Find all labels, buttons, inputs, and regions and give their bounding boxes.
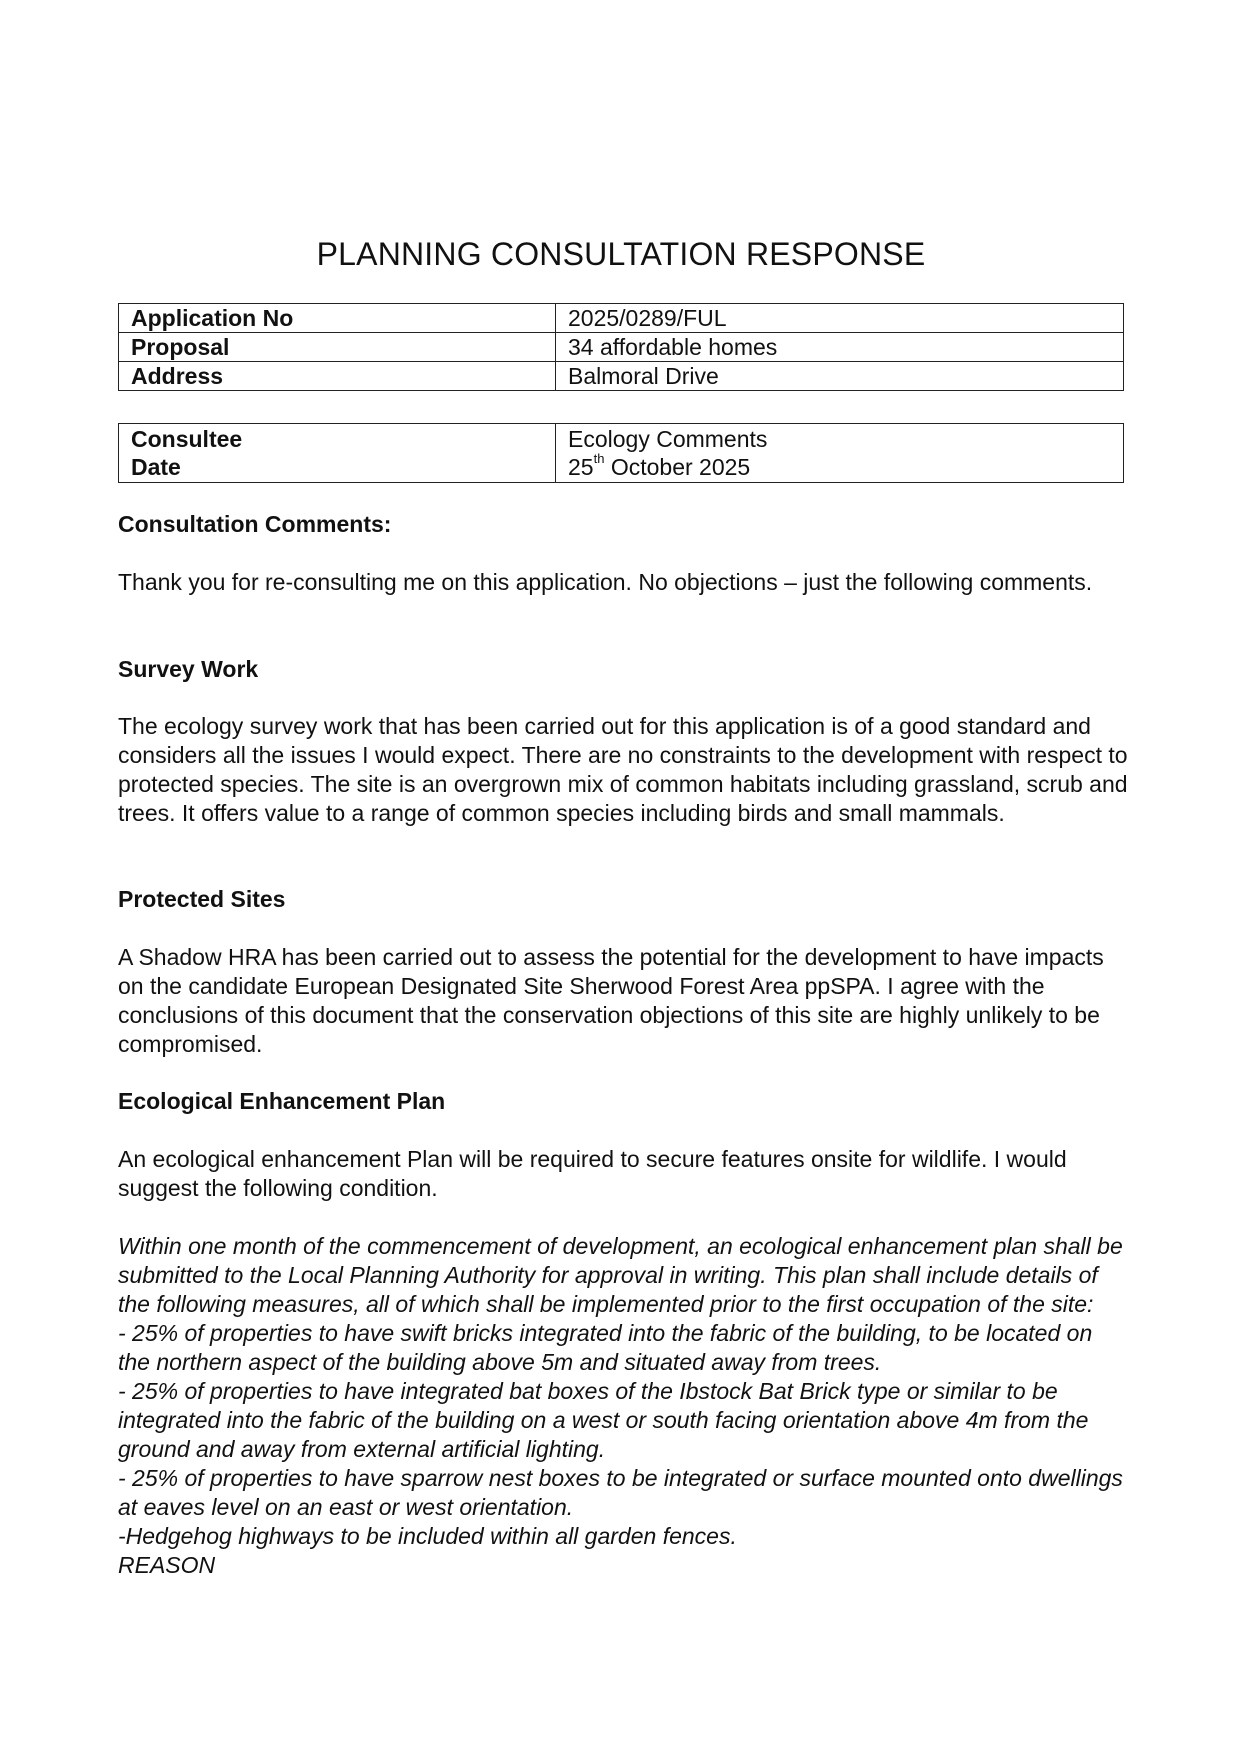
- condition-block: [118, 1232, 1128, 1580]
- condition-item: - 25% of properties to have swift bricks integrated into the fabric of the building, to be located on the northern aspect of the building above 5m and situated away from trees.: [118, 1320, 1093, 1375]
- condition-item: - 25% of properties to have integrated bat boxes of the Ibstock Bat Brick type or similar to be integrated into the fabric of the building on a west or south facing orientation above 4m from the ground and away from external artificial lighting.: [118, 1378, 1089, 1462]
- table-row: [119, 333, 1124, 362]
- address-value: Balmoral Drive: [556, 362, 1124, 391]
- table-row: [119, 304, 1124, 333]
- protected-sites-heading: Protected Sites: [118, 886, 286, 912]
- proposal-value: 34 affordable homes: [556, 333, 1124, 362]
- consultation-heading: Consultation Comments:: [118, 511, 392, 537]
- condition-item: - 25% of properties to have sparrow nest boxes to be integrated or surface mounted onto dwellings at eaves level on an east or west orientation.: [118, 1465, 1123, 1520]
- table-row: [119, 424, 1124, 483]
- date-suffix: th: [593, 451, 605, 467]
- application-no-label: Application No: [119, 304, 556, 333]
- address-label: Address: [119, 362, 556, 391]
- date-day: 25: [568, 454, 594, 480]
- protected-sites-paragraph: A Shadow HRA has been carried out to assess the potential for the development to have impacts on the candidate European Designated Site Sherwood Forest Area ppSPA. I agree with the conclusions of this document that the conservation objections of this site are highly unlikely to be compromised.: [118, 944, 1104, 1057]
- enhancement-heading: Ecological Enhancement Plan: [118, 1088, 446, 1114]
- survey-paragraph: The ecology survey work that has been carried out for this application is of a good standard and considers all the issues I would expect. There are no constraints to the development with respect to protected species. The site is an overgrown mix of common habitats including grassland, scrub and trees. It offers value to a range of common species including birds and small mammals.: [118, 713, 1128, 826]
- date-value: [568, 453, 1111, 481]
- survey-heading: Survey Work: [118, 656, 259, 682]
- application-no-value: 2025/0289/FUL: [556, 304, 1124, 333]
- proposal-label: Proposal: [119, 333, 556, 362]
- enhancement-paragraph: An ecological enhancement Plan will be required to secure features onsite for wildlife. I would suggest the following condition.: [118, 1146, 1067, 1201]
- table-row: [119, 362, 1124, 391]
- date-label: Date: [131, 454, 181, 480]
- intro-paragraph: Thank you for re-consulting me on this application. No objections – just the following comments.: [118, 569, 1093, 595]
- date-rest: October 2025: [604, 454, 751, 480]
- consultee-label: Consultee: [131, 426, 243, 452]
- application-table: [118, 303, 1124, 391]
- consultee-values-cell: [556, 424, 1124, 483]
- condition-item: -Hedgehog highways to be included within all garden fences.: [118, 1523, 737, 1549]
- page-title: PLANNING CONSULTATION RESPONSE: [316, 236, 926, 272]
- consultee-labels-cell: [119, 424, 556, 483]
- consultee-table: [118, 423, 1124, 483]
- reason-label: REASON: [118, 1552, 216, 1578]
- condition-paragraph: Within one month of the commencement of development, an ecological enhancement plan shall be submitted to the Local Planning Authority for approval in writing. This plan shall include details of the following measures, all of which shall be implemented prior to the first occupation of the site:: [118, 1233, 1123, 1317]
- consultee-value: Ecology Comments: [568, 426, 768, 452]
